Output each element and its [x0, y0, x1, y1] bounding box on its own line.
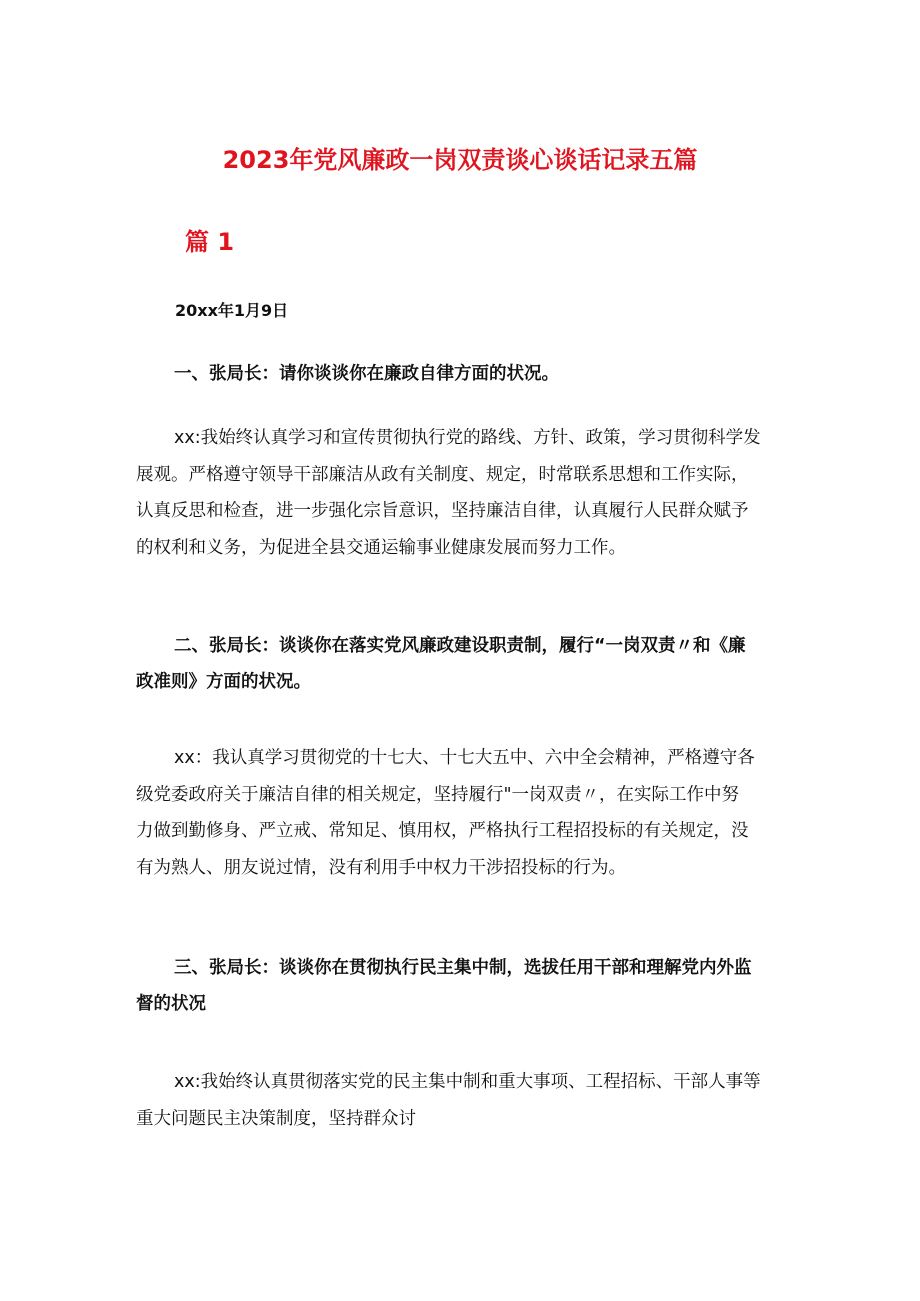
document-title: 2023年党风廉政一岗双责谈心谈话记录五篇 [222, 146, 698, 174]
answer-line: 的权利和义务，为促进全县交通运输事业健康发展而努力工作。 [136, 537, 626, 558]
answer-line: 展观。严格遵守领导干部廉洁从政有关制度、规定，时常联系思想和工作实际， [136, 464, 749, 485]
answer-line: 力做到勤修身、严立戒、常知足、慎用权，严格执行工程招投标的有关规定，没 [136, 821, 749, 841]
answer-line: xx:我始终认真学习和宣传贯彻执行党的路线、方针、政策，学习贯彻科学发 [174, 428, 761, 448]
answer-line: xx:我始终认真贯彻落实党的民主集中制和重大事项、工程招标、干部人事等 [174, 1072, 761, 1092]
question-line: 一、张局长：请你谈谈你在廉政自律方面的状况。 [174, 364, 559, 384]
question-3 [136, 950, 792, 1022]
answer-2 [136, 740, 792, 886]
question-line: 督的状况 [136, 994, 206, 1014]
answer-1 [136, 420, 792, 566]
question-line: 二、张局长：谈谈你在落实党风廉政建设职责制，履行“一岗双责〃和《廉 [174, 636, 746, 656]
question-2 [136, 628, 792, 700]
answer-line: xx：我认真学习贯彻党的十七大、十七大五中、六中全会精神，严格遵守各 [174, 748, 755, 768]
document-date: 20xx年1月9日 [175, 301, 289, 320]
question-1 [136, 356, 792, 392]
answer-3 [136, 1064, 792, 1137]
answer-line: 重大问题民主决策制度，坚持群众讨 [136, 1108, 416, 1129]
question-line: 政准则》方面的状况。 [136, 672, 311, 692]
answer-line: 有为熟人、朋友说过情，没有利用手中权力干涉招投标的行为。 [136, 857, 626, 878]
answer-line: 认真反思和检查，进一步强化宗旨意识，坚持廉洁自律，认真履行人民群众赋予 [136, 501, 749, 521]
question-line: 三、张局长：谈谈你在贯彻执行民主集中制，选拔任用干部和理解党内外监 [174, 958, 752, 978]
answer-line: 级党委政府关于廉洁自律的相关规定，坚持履行"一岗双责〃，在实际工作中努 [136, 784, 740, 805]
section-heading: 篇 1 [185, 228, 235, 256]
